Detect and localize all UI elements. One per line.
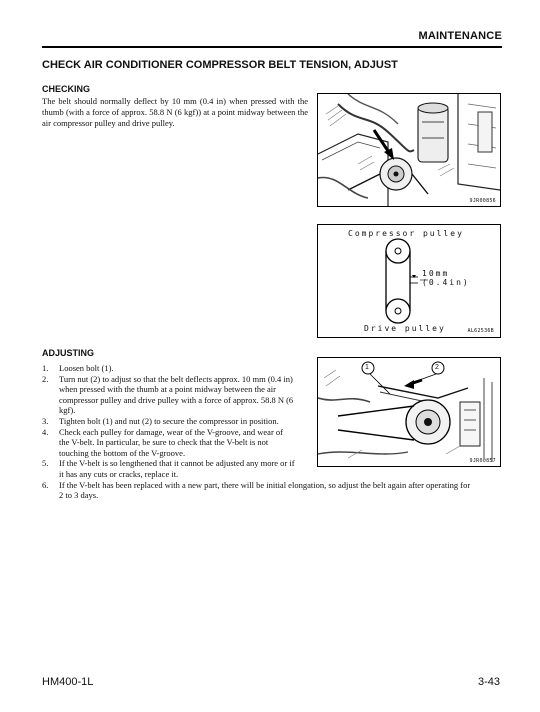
engine-compartment-figure bbox=[317, 93, 501, 207]
step-3-line-1: Tighten bolt (1) and nut (2) to secure the compressor in position. bbox=[59, 415, 279, 426]
step-2-line-1: Turn nut (2) to adjust so that the belt deflects approx. 10 mm (0.4 in) bbox=[59, 373, 293, 384]
section-header bbox=[42, 30, 502, 48]
callout-1: 1 bbox=[365, 364, 370, 371]
step-4-line-2: the V-belt. In particular, be sure to check that the V-belt is not bbox=[59, 437, 269, 448]
step-6-line-2: 2 to 3 days. bbox=[59, 490, 99, 501]
step-number: 6. bbox=[42, 479, 49, 490]
engine-compartment-drawing bbox=[318, 94, 500, 206]
checking-heading: CHECKING bbox=[42, 84, 91, 94]
figure-3-code: 9JR00857 bbox=[469, 458, 496, 464]
step-number: 5. bbox=[42, 458, 49, 469]
checking-text: The belt should normally deflect by 10 mm (0.4 in) when pressed with the thumb (with a force of approx. 58.8 N (6 kgf)) at a point midway between the air compressor pulley and drive pulley. bbox=[42, 96, 308, 128]
step-2-line-3: compressor pulley and drive pulley with a force of approx. 58.8 N (6 bbox=[59, 394, 294, 405]
step-5-line-2: it has any cuts or cracks, replace it. bbox=[59, 468, 179, 479]
footer-model: HM400-1L bbox=[42, 676, 94, 688]
step-number: 4. bbox=[42, 426, 49, 437]
adjustment-figure bbox=[317, 357, 501, 467]
adjusting-heading: ADJUSTING bbox=[42, 348, 95, 358]
deflection-in-label: (0.4in) bbox=[422, 278, 470, 287]
figure-2-code: AL62536B bbox=[467, 328, 494, 334]
page-title: CHECK AIR CONDITIONER COMPRESSOR BELT TENSION, ADJUST bbox=[42, 59, 398, 71]
step-2-line-2: when pressed with the thumb at a point midway between the air bbox=[59, 384, 276, 395]
adjustment-drawing bbox=[318, 358, 500, 466]
step-number: 1. bbox=[42, 363, 49, 373]
footer-page-number: 3-43 bbox=[477, 676, 500, 688]
section-header-label: MAINTENANCE bbox=[418, 30, 502, 42]
belt-deflection-diagram bbox=[318, 225, 500, 337]
drive-pulley-label: Drive pulley bbox=[364, 324, 446, 333]
step-4-line-1: Check each pulley for damage, wear of the V-groove, and wear of bbox=[59, 426, 283, 437]
figure-1-code: 9JR00856 bbox=[469, 198, 496, 204]
step-number: 3. bbox=[42, 415, 49, 426]
step-4-line-3: touching the bottom of the V-groove. bbox=[59, 447, 186, 458]
step-5-line-1: If the V-belt is so lengthened that it cannot be adjusted any more or if bbox=[59, 458, 295, 469]
step-2-line-4: kgf). bbox=[59, 405, 76, 416]
step-1-line-1: Loosen bolt (1). bbox=[59, 363, 114, 373]
callout-2: 2 bbox=[435, 364, 440, 371]
belt-deflection-figure bbox=[317, 224, 501, 338]
compressor-pulley-label: Compressor pulley bbox=[348, 229, 464, 238]
step-number: 2. bbox=[42, 373, 49, 384]
deflection-mm-label: 10mm bbox=[422, 269, 450, 278]
step-6-line-1: If the V-belt has been replaced with a new part, there will be initial elongation, so adjust the belt again after operating for bbox=[59, 479, 471, 490]
list-item bbox=[42, 480, 470, 501]
